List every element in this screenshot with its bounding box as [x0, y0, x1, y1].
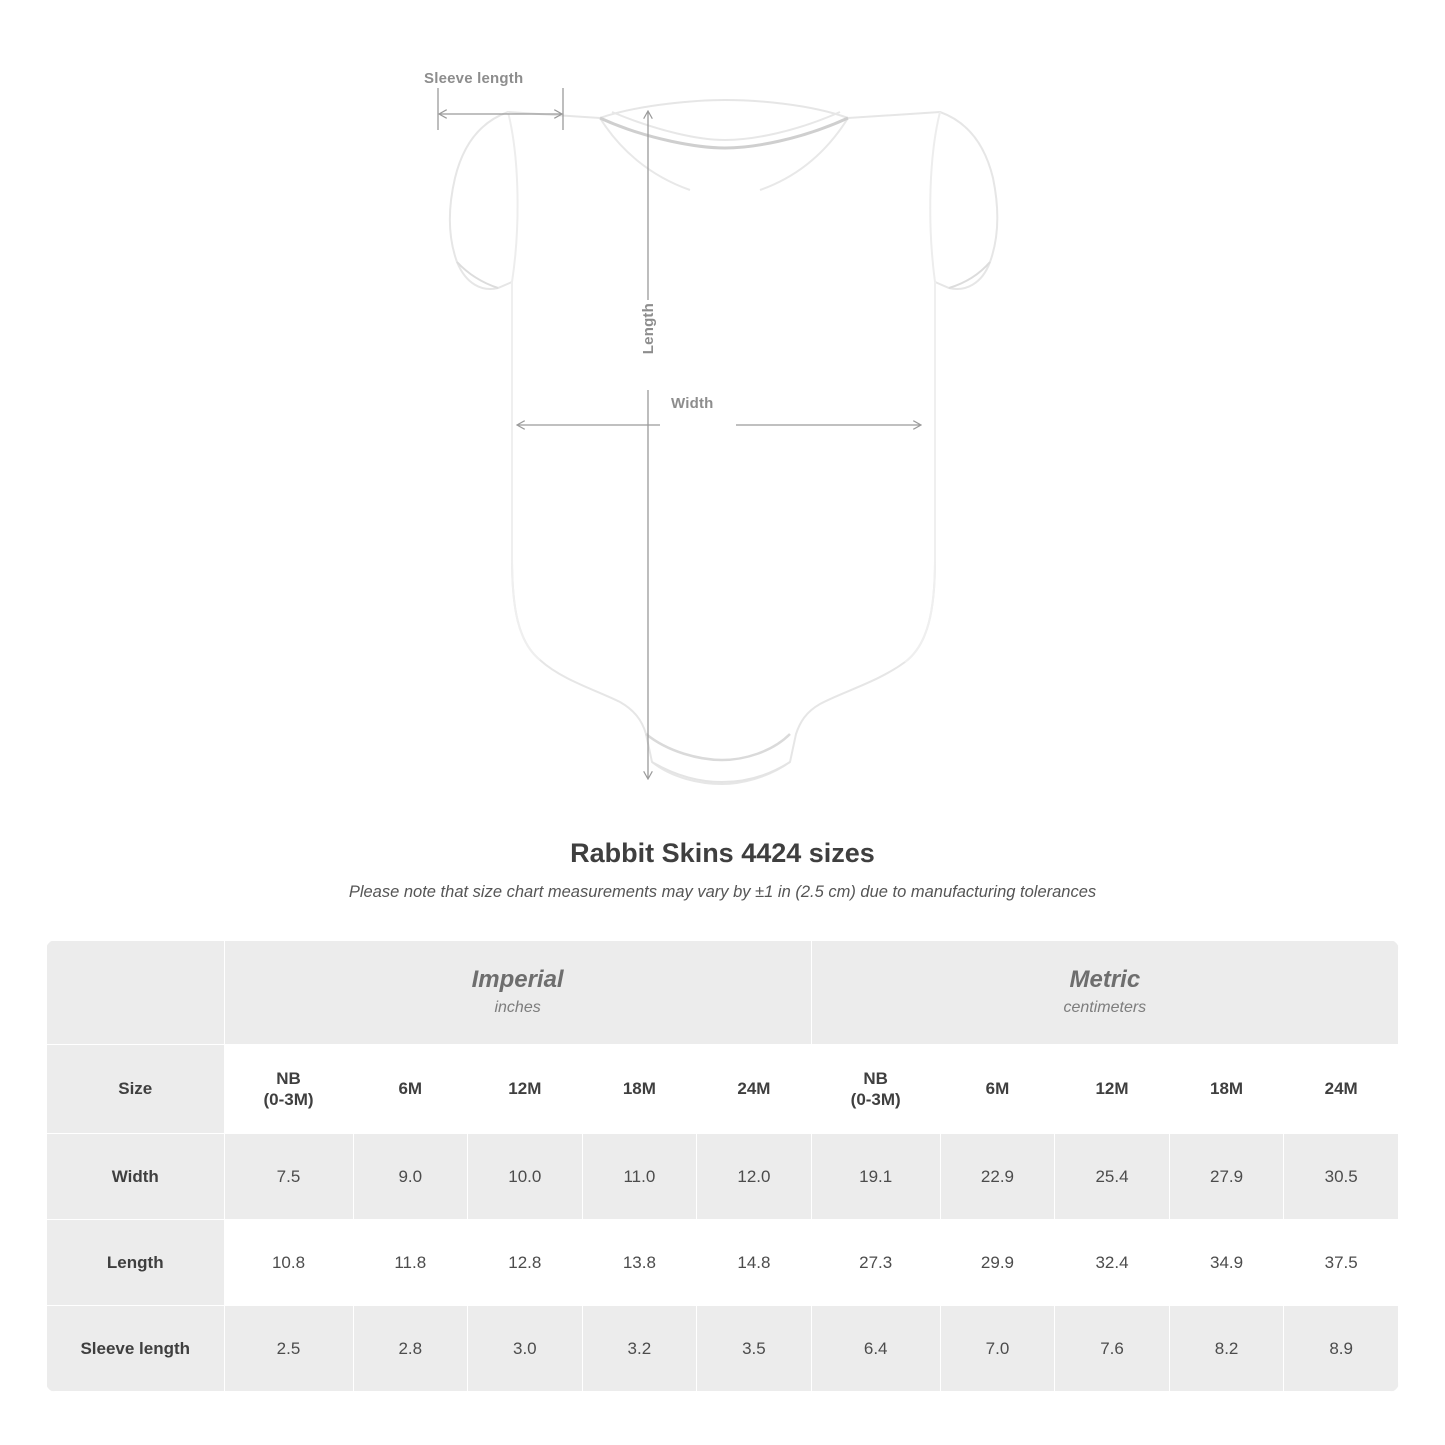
header-col-5 [811, 1045, 940, 1134]
header-col-5-sub: (0-3M) [850, 1090, 901, 1109]
cell-sleeve-6: 7.0 [940, 1306, 1055, 1392]
cell-sleeve-5: 6.4 [811, 1306, 940, 1392]
cell-width-0: 7.5 [224, 1134, 353, 1220]
length-label: Length [640, 303, 657, 355]
header-col-6: 6M [940, 1045, 1055, 1134]
header-col-9: 24M [1284, 1045, 1399, 1134]
cell-width-1: 9.0 [353, 1134, 468, 1220]
cell-width-3: 11.0 [582, 1134, 697, 1220]
unit-sub-metric: centimeters [1063, 998, 1147, 1016]
table-corner-cell [47, 941, 225, 1045]
header-col-3: 18M [582, 1045, 697, 1134]
header-col-0-sub: (0-3M) [263, 1090, 314, 1109]
cell-length-2: 12.8 [468, 1220, 583, 1306]
title-block [0, 838, 1445, 902]
table-row [47, 1220, 1399, 1306]
cell-length-6: 29.9 [940, 1220, 1055, 1306]
unit-group-metric [811, 941, 1398, 1045]
header-col-1: 6M [353, 1045, 468, 1134]
header-col-0 [224, 1045, 353, 1134]
cell-width-6: 22.9 [940, 1134, 1055, 1220]
unit-name-metric: Metric [1069, 965, 1141, 993]
header-col-5-main: NB [863, 1068, 888, 1088]
cell-sleeve-2: 3.0 [468, 1306, 583, 1392]
cell-sleeve-4: 3.5 [697, 1306, 812, 1392]
row-label-sleeve-length: Sleeve length [47, 1306, 225, 1392]
tolerance-note: Please note that size chart measurements may vary by ±1 in (2.5 cm) due to manufacturing tolerances [348, 883, 1097, 901]
size-table-wrapper [46, 940, 1399, 1392]
unit-header-row [47, 941, 1399, 1045]
width-label: Width [671, 395, 714, 412]
cell-width-8: 27.9 [1169, 1134, 1284, 1220]
header-col-0-main: NB [276, 1068, 301, 1088]
header-size: Size [47, 1045, 225, 1134]
cell-width-7: 25.4 [1055, 1134, 1170, 1220]
header-col-2: 12M [468, 1045, 583, 1134]
sleeve-length-label: Sleeve length [424, 70, 524, 87]
header-col-8: 18M [1169, 1045, 1284, 1134]
unit-name-imperial: Imperial [471, 965, 564, 993]
row-label-width: Width [47, 1134, 225, 1220]
cell-length-3: 13.8 [582, 1220, 697, 1306]
header-col-4: 24M [697, 1045, 812, 1134]
column-header-row [47, 1045, 1399, 1134]
cell-length-0: 10.8 [224, 1220, 353, 1306]
cell-width-5: 19.1 [811, 1134, 940, 1220]
cell-width-2: 10.0 [468, 1134, 583, 1220]
cell-width-9: 30.5 [1284, 1134, 1399, 1220]
bodysuit-shape [450, 100, 997, 784]
cell-length-9: 37.5 [1284, 1220, 1399, 1306]
header-col-7: 12M [1055, 1045, 1170, 1134]
cell-length-7: 32.4 [1055, 1220, 1170, 1306]
cell-sleeve-9: 8.9 [1284, 1306, 1399, 1392]
cell-length-8: 34.9 [1169, 1220, 1284, 1306]
page-title: Rabbit Skins 4424 sizes [570, 838, 875, 868]
size-table [46, 940, 1399, 1392]
row-label-length: Length [47, 1220, 225, 1306]
cell-sleeve-3: 3.2 [582, 1306, 697, 1392]
cell-length-5: 27.3 [811, 1220, 940, 1306]
cell-width-4: 12.0 [697, 1134, 812, 1220]
unit-sub-imperial: inches [494, 998, 541, 1016]
cell-sleeve-8: 8.2 [1169, 1306, 1284, 1392]
table-row [47, 1134, 1399, 1220]
table-row [47, 1306, 1399, 1392]
cell-length-1: 11.8 [353, 1220, 468, 1306]
unit-group-imperial [224, 941, 811, 1045]
cell-sleeve-0: 2.5 [224, 1306, 353, 1392]
cell-sleeve-7: 7.6 [1055, 1306, 1170, 1392]
cell-sleeve-1: 2.8 [353, 1306, 468, 1392]
cell-length-4: 14.8 [697, 1220, 812, 1306]
